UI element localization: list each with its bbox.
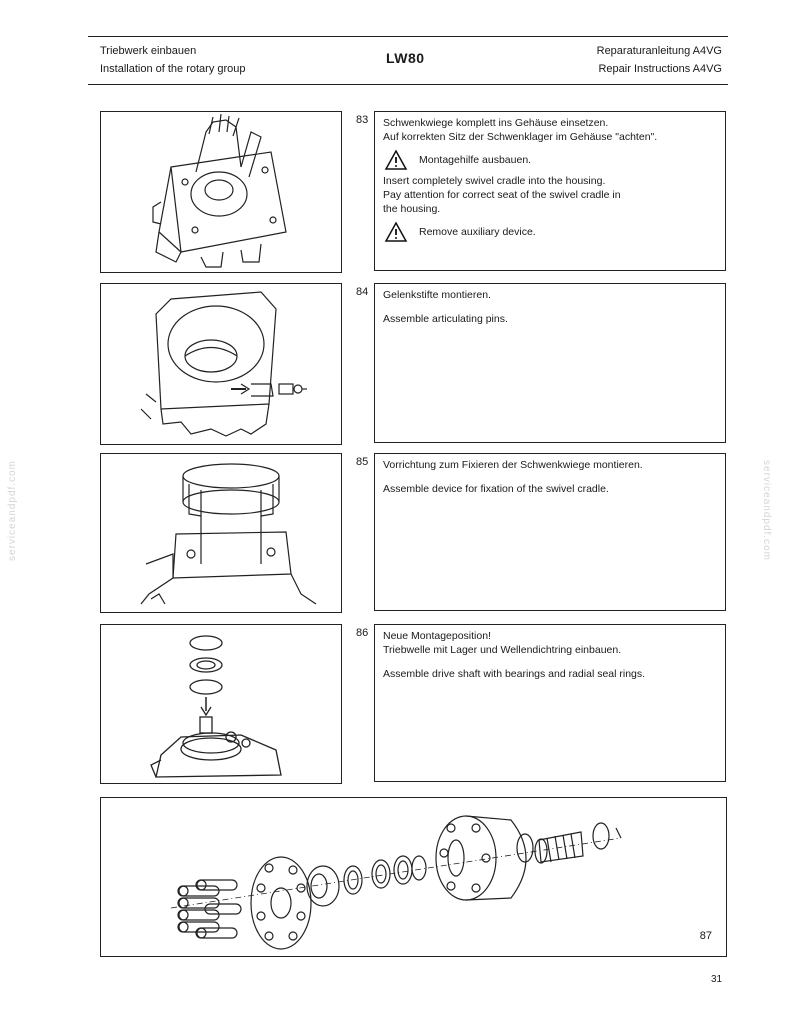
header-model: LW80 — [386, 50, 425, 66]
step-85-number: 85 — [356, 456, 369, 468]
step-85-instructions — [374, 453, 726, 611]
step-83-text-en-2: Pay attention for correct seat of the swivel cradle in — [383, 189, 621, 201]
step-85-text-de-1: Vorrichtung zum Fixieren der Schwenkwiege montieren. — [383, 459, 643, 471]
step-84-number: 84 — [356, 286, 369, 298]
drive-shaft-seal-rings-illustration — [101, 625, 341, 783]
watermark-right: serviceandpdf.com — [760, 460, 772, 561]
swivel-cradle-insertion-illustration — [101, 112, 341, 272]
articulating-pins-illustration — [101, 284, 341, 444]
step-85-text-en-1: Assemble device for fixation of the swivel cradle. — [383, 483, 609, 495]
step-83-text-de-1: Schwenkwiege komplett ins Gehäuse einsetzen. — [383, 117, 609, 129]
header-manual-en: Repair Instructions A4VG — [598, 63, 722, 75]
rotary-group-exploded-view-illustration — [101, 798, 726, 956]
step-83-text-en-3: the housing. — [383, 203, 441, 215]
step-83-text-de-2: Auf korrekten Sitz der Schwenklager im Gehäuse "achten". — [383, 131, 658, 143]
warning-triangle-icon — [385, 222, 407, 242]
step-83-warning-en — [383, 222, 717, 242]
step-86-instructions — [374, 624, 726, 782]
header-manual-de: Reparaturanleitung A4VG — [596, 45, 722, 57]
header-bottom-rule — [88, 84, 728, 85]
step-86-text-de-1: Neue Montageposition! — [383, 630, 491, 642]
step-83-instructions — [374, 111, 726, 271]
step-83-warning-de-text: Montagehilfe ausbauen. — [419, 154, 532, 166]
header-title-en: Installation of the rotary group — [100, 63, 246, 75]
header-title-de: Triebwerk einbauen — [100, 45, 197, 57]
step-84-figure — [100, 283, 342, 445]
step-83-warning-en-text: Remove auxiliary device. — [419, 226, 536, 238]
warning-triangle-icon — [385, 150, 407, 170]
fixation-device-illustration — [101, 454, 341, 612]
step-85-figure — [100, 453, 342, 613]
step-86-text-en-1: Assemble drive shaft with bearings and radial seal rings. — [383, 668, 646, 680]
step-83-warning-de — [383, 150, 717, 170]
header-top-rule — [88, 36, 728, 37]
step-83-number: 83 — [356, 114, 369, 126]
step-84-instructions — [374, 283, 726, 443]
step-86-number: 86 — [356, 627, 369, 639]
step-86-figure — [100, 624, 342, 784]
step-87-figure — [100, 797, 727, 957]
step-86-text-de-2: Triebwelle mit Lager und Wellendichtring einbauen. — [383, 644, 622, 656]
step-83-text-en-1: Insert completely swivel cradle into the housing. — [383, 175, 606, 187]
watermark-left: serviceandpdf.com — [6, 460, 18, 561]
step-84-text-de-1: Gelenkstifte montieren. — [383, 289, 491, 301]
step-84-text-en-1: Assemble articulating pins. — [383, 313, 508, 325]
page-number: 31 — [711, 974, 723, 985]
step-83-figure — [100, 111, 342, 273]
step-87-number: 87 — [699, 930, 712, 942]
